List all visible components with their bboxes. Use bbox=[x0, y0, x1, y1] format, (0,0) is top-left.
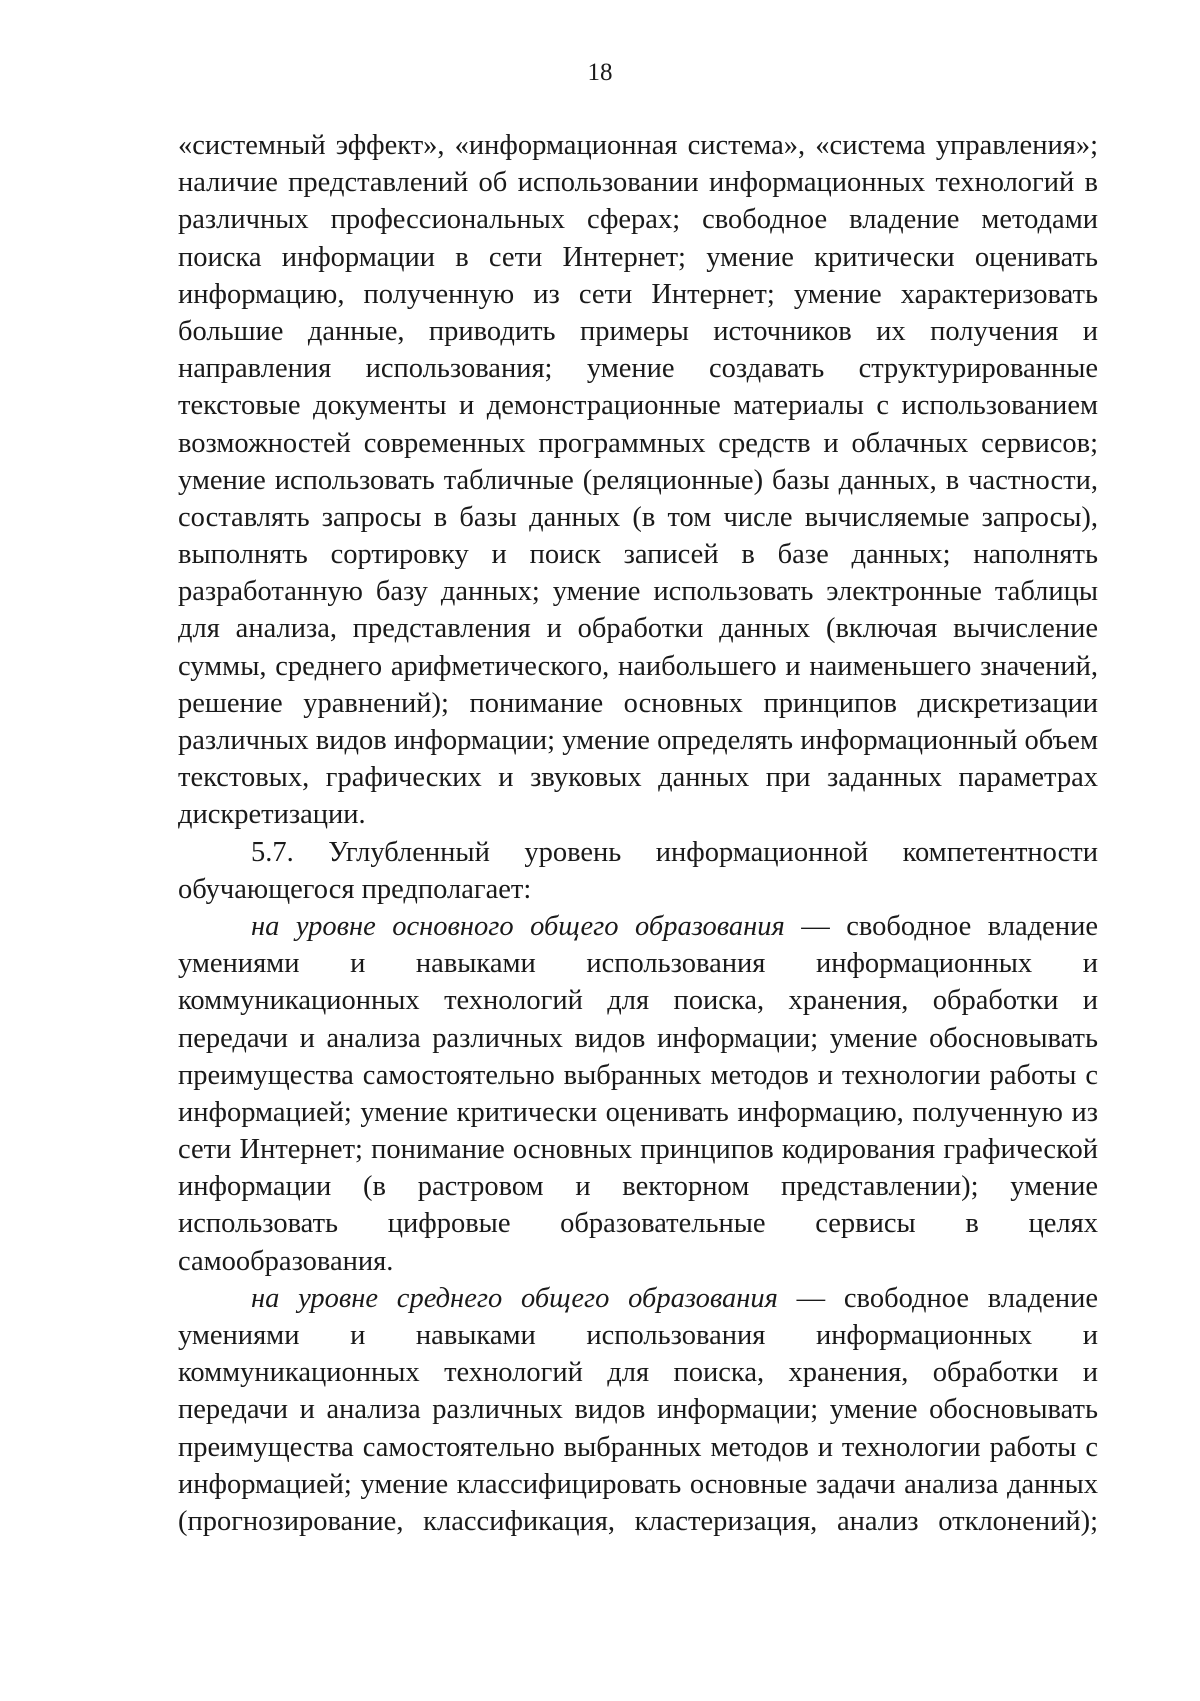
text-line: умение использовать табличные (реляционные) базы данных, в частности, bbox=[178, 464, 1098, 496]
text-line: текстовых, графических и звуковых данных при заданных параметрах bbox=[178, 762, 1098, 794]
italic-phrase: на уровне основного общего образования bbox=[251, 910, 785, 942]
text-line: 5.7. Углубленный уровень информационной компетентности bbox=[251, 836, 1098, 868]
text-line: поиска информации в сети Интернет; умение критически оценивать bbox=[178, 241, 1098, 273]
text-line: текстовые документы и демонстрационные материалы с использованием bbox=[178, 390, 1098, 422]
text-line: возможностей современных программных средств и облачных сервисов; bbox=[178, 427, 1098, 459]
text-line: наличие представлений об использовании информационных технологий в bbox=[178, 167, 1098, 199]
paragraph bbox=[178, 908, 1098, 1280]
page-number: 18 bbox=[587, 59, 613, 86]
document-body bbox=[178, 127, 1098, 1540]
text-line: выполнять сортировку и поиск записей в базе данных; наполнять bbox=[178, 539, 1098, 571]
text-line: использовать цифровые образовательные сервисы в целях bbox=[178, 1208, 1098, 1240]
text-line: суммы, среднего арифметического, наибольшего и наименьшего значений, bbox=[178, 650, 1098, 682]
text-line bbox=[178, 1280, 1098, 1317]
text-line: обучающегося предполагает: bbox=[178, 873, 532, 905]
text-line: умениями и навыками использования информационных и bbox=[178, 1320, 1098, 1351]
line-text: — свободное владение bbox=[777, 1282, 1098, 1314]
text-line: самообразования. bbox=[178, 1245, 394, 1277]
text-line: передачи и анализа различных видов информации; умение обосновывать bbox=[178, 1022, 1098, 1054]
text-line: информации (в растровом и векторном представлении); умение bbox=[178, 1171, 1098, 1203]
text-line: умениями и навыками использования информационных и bbox=[178, 948, 1098, 980]
paragraph bbox=[178, 834, 1098, 908]
text-line: «системный эффект», «информационная система», «система управления»; bbox=[178, 130, 1098, 161]
text-line: передачи и анализа различных видов информации; умение обосновывать bbox=[178, 1394, 1098, 1426]
italic-phrase: на уровне среднего общего образования bbox=[251, 1282, 778, 1314]
text-line: составлять запросы в базы данных (в том числе вычисляемые запросы), bbox=[178, 501, 1098, 533]
text-line: сети Интернет; понимание основных принципов кодирования графической bbox=[178, 1134, 1098, 1166]
text-line: коммуникационных технологий для поиска, хранения, обработки и bbox=[178, 985, 1098, 1017]
text-line: решение уравнений); понимание основных принципов дискретизации bbox=[178, 687, 1098, 719]
text-line: направления использования; умение создавать структурированные bbox=[178, 353, 1098, 385]
text-line: информацией; умение критически оценивать информацию, полученную из bbox=[178, 1096, 1098, 1128]
text-line: для анализа, представления и обработки данных (включая вычисление bbox=[178, 613, 1098, 645]
text-line: различных профессиональных сферах; свободное владение методами bbox=[178, 204, 1098, 236]
text-line: дискретизации. bbox=[178, 799, 366, 831]
text-line: различных видов информации; умение определять информационный объем bbox=[178, 725, 1098, 756]
text-line: преимущества самостоятельно выбранных методов и технологии работы с bbox=[178, 1059, 1098, 1091]
text-line bbox=[178, 908, 1098, 945]
text-line: (прогнозирование, классификация, кластеризация, анализ отклонений); bbox=[178, 1505, 1098, 1537]
paragraph bbox=[178, 1280, 1098, 1540]
paragraph bbox=[178, 127, 1098, 834]
text-line: преимущества самостоятельно выбранных методов и технологии работы с bbox=[178, 1431, 1098, 1463]
line-text: — свободное владение bbox=[784, 910, 1098, 942]
text-line: информацию, полученную из сети Интернет; умение характеризовать bbox=[178, 278, 1098, 310]
text-line: разработанную базу данных; умение использовать электронные таблицы bbox=[178, 576, 1098, 608]
text-line: большие данные, приводить примеры источников их получения и bbox=[178, 315, 1098, 347]
text-line: информацией; умение классифицировать основные задачи анализа данных bbox=[178, 1468, 1098, 1500]
text-line: коммуникационных технологий для поиска, хранения, обработки и bbox=[178, 1357, 1098, 1389]
